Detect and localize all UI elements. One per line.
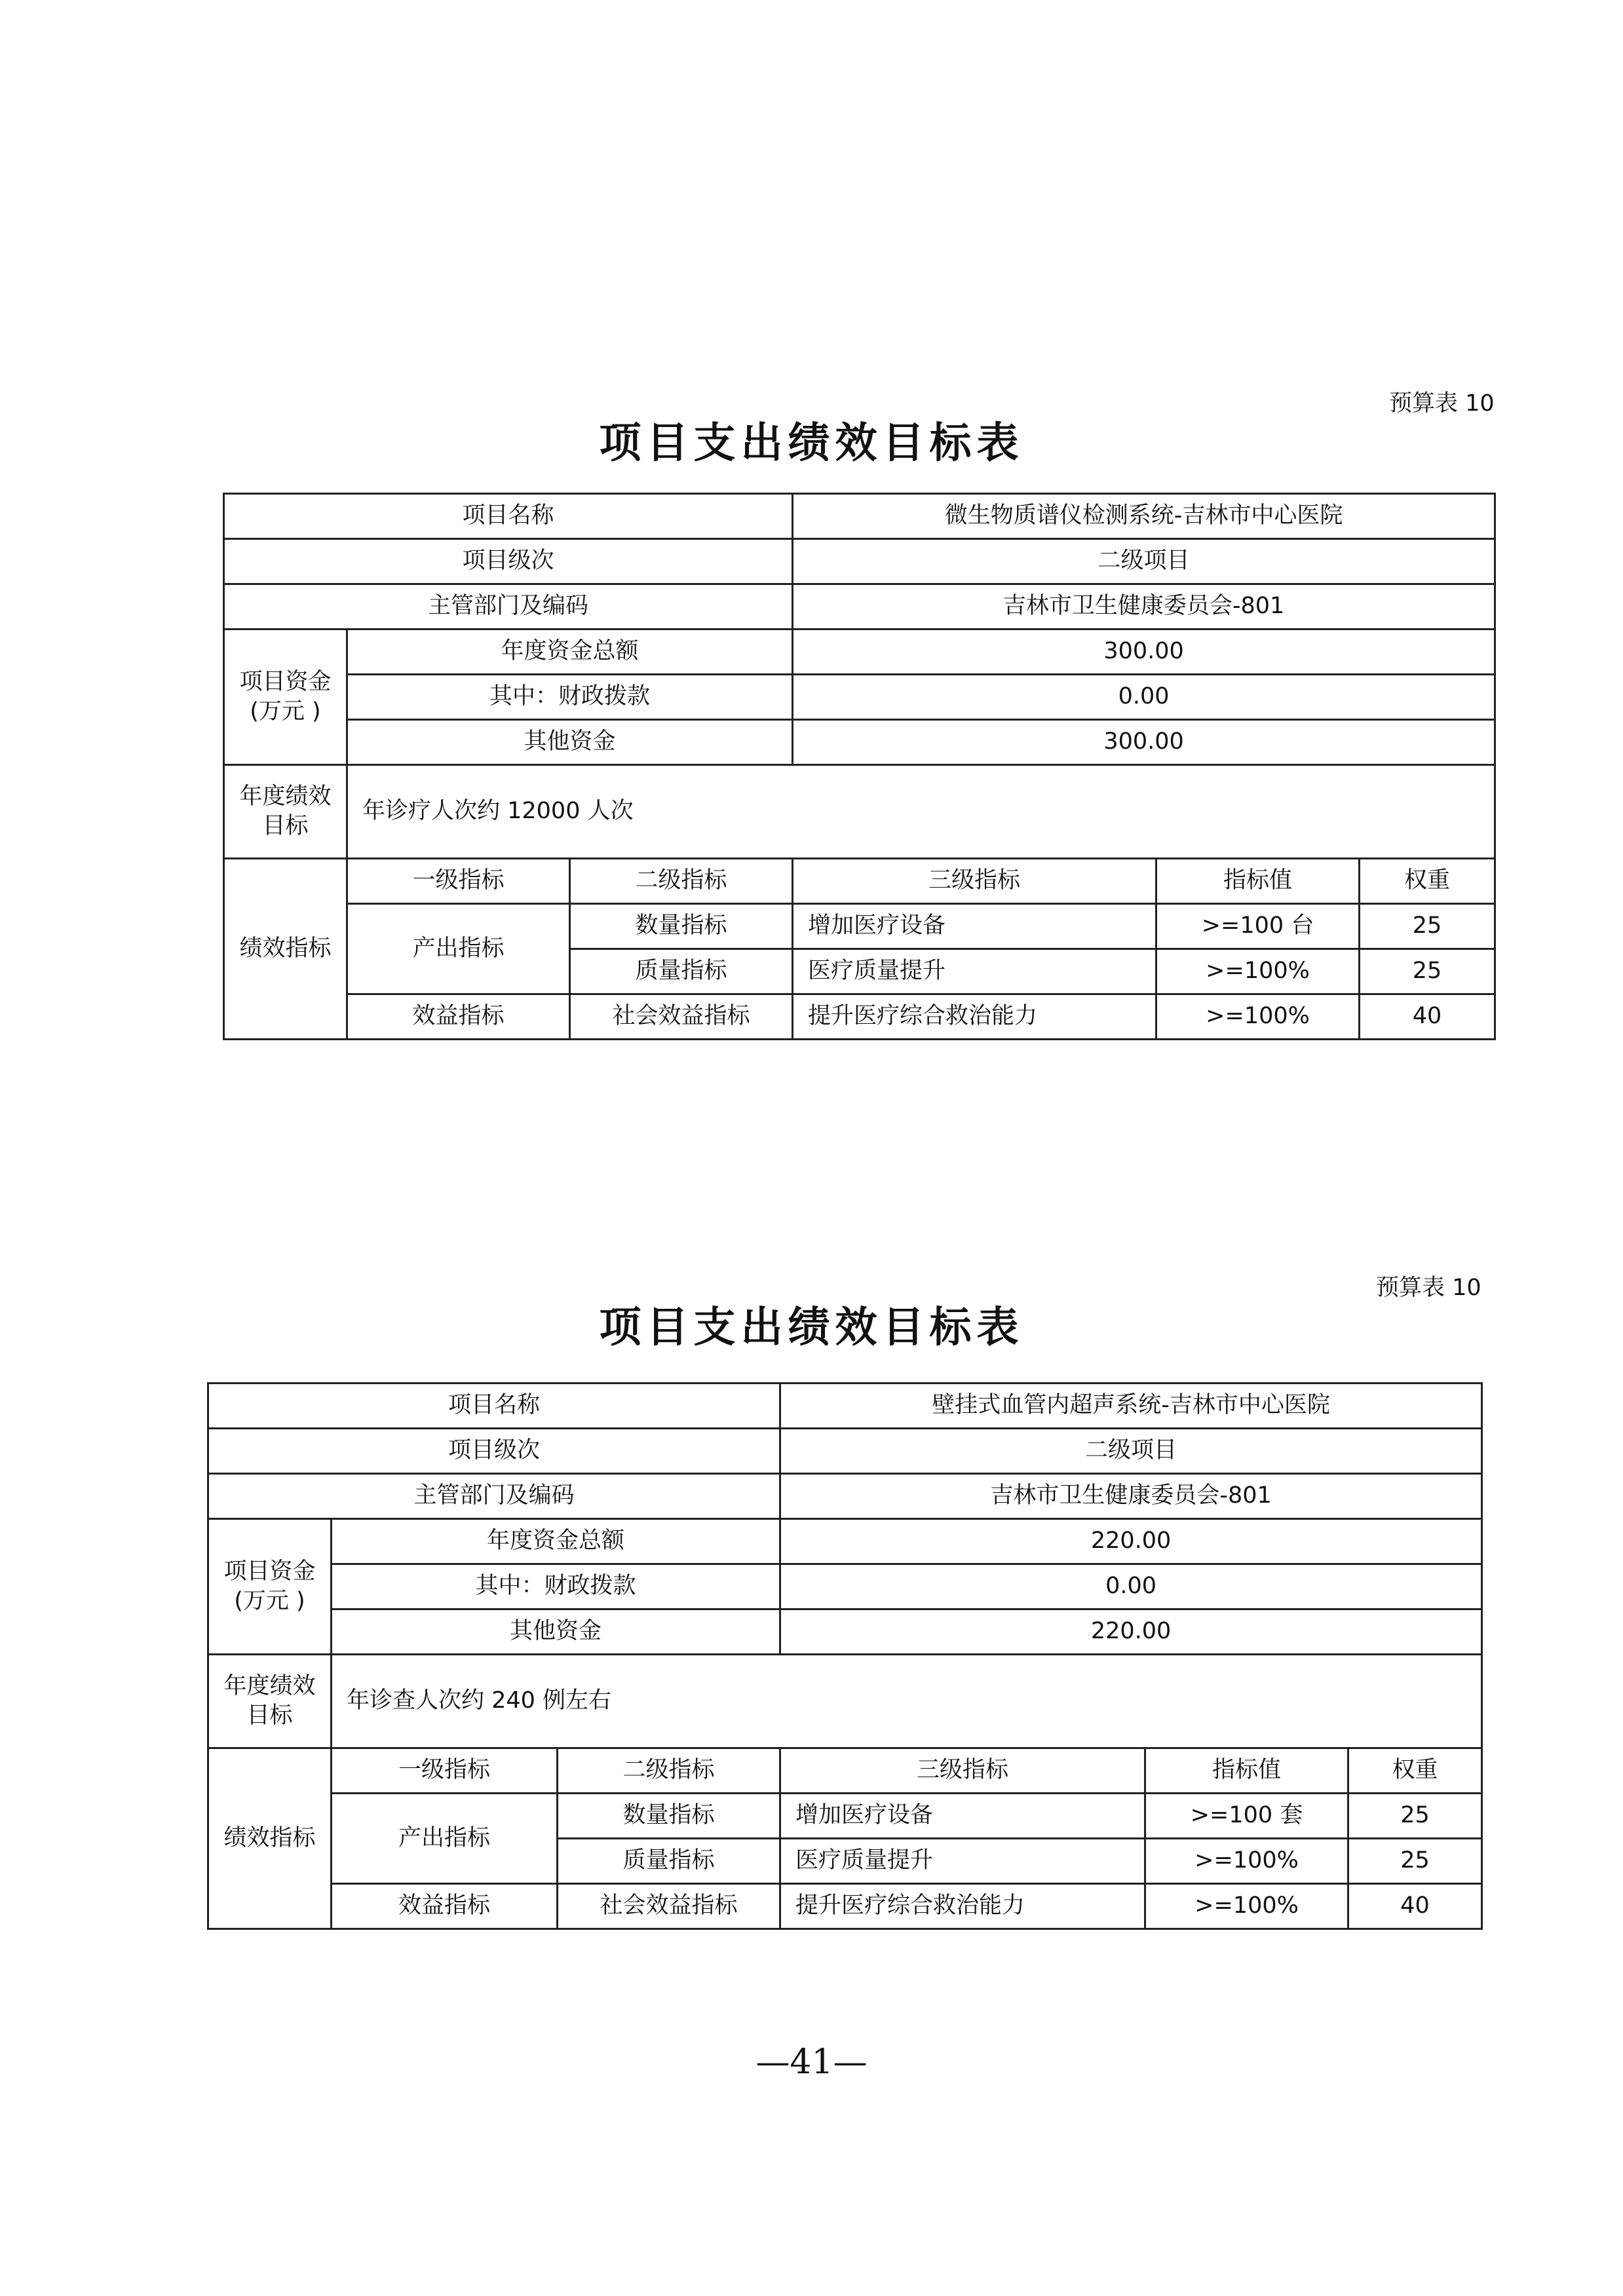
project-name-label: 项目名称 — [224, 494, 793, 539]
table-row — [224, 859, 1495, 904]
dept-value: 吉林市卫生健康委员会-801 — [793, 584, 1495, 630]
value-cell: >=100 台 — [1156, 904, 1360, 949]
level3-cell: 增加医疗设备 — [780, 1794, 1145, 1839]
dept-label: 主管部门及编码 — [208, 1474, 780, 1519]
fiscal-value: 0.00 — [793, 675, 1495, 720]
table-row — [208, 1794, 1482, 1839]
weight-cell: 25 — [1360, 904, 1495, 949]
annual-total-label: 年度资金总额 — [347, 630, 793, 675]
fiscal-label: 其中：财政拨款 — [332, 1564, 780, 1609]
level2-cell: 社会效益指标 — [570, 994, 793, 1040]
level3-cell: 增加医疗设备 — [793, 904, 1156, 949]
header-weight: 权重 — [1348, 1748, 1482, 1794]
project-name-value: 壁挂式血管内超声系统-吉林市中心医院 — [780, 1383, 1482, 1429]
table-row — [208, 1519, 1482, 1564]
fiscal-label: 其中：财政拨款 — [347, 675, 793, 720]
goal-value: 年诊疗人次约 12000 人次 — [347, 765, 1495, 859]
header-level1: 一级指标 — [332, 1748, 558, 1794]
header-weight: 权重 — [1360, 859, 1495, 904]
table-row — [208, 1609, 1482, 1655]
table-row — [224, 539, 1495, 584]
funds-label: 项目资金 (万元 ) — [224, 630, 347, 765]
weight-cell: 40 — [1348, 1884, 1482, 1929]
form-code: 预算表 10 — [1376, 1275, 1481, 1301]
table-row — [224, 904, 1495, 949]
header-level3: 三级指标 — [793, 859, 1156, 904]
level1-output: 产出指标 — [347, 904, 570, 994]
table-row — [208, 1429, 1482, 1474]
level3-cell: 医疗质量提升 — [793, 949, 1156, 994]
table-title: 项目支出绩效目标表 — [599, 1304, 1024, 1352]
table-row — [224, 765, 1495, 859]
project-level-label: 项目级次 — [224, 539, 793, 584]
table-row — [208, 1748, 1482, 1794]
annual-total-label: 年度资金总额 — [332, 1519, 780, 1564]
header-level2: 二级指标 — [570, 859, 793, 904]
weight-cell: 25 — [1348, 1794, 1482, 1839]
level2-cell: 质量指标 — [558, 1839, 780, 1884]
funds-label: 项目资金 (万元 ) — [208, 1519, 332, 1655]
table-row — [224, 720, 1495, 765]
table-row — [224, 494, 1495, 539]
value-cell: >=100% — [1156, 949, 1360, 994]
project-name-value: 微生物质谱仪检测系统-吉林市中心医院 — [793, 494, 1495, 539]
indicators-label: 绩效指标 — [208, 1748, 332, 1929]
annual-total-value: 300.00 — [793, 630, 1495, 675]
project-level-value: 二级项目 — [793, 539, 1495, 584]
value-cell: >=100 套 — [1145, 1794, 1348, 1839]
table-row — [224, 630, 1495, 675]
form-code: 预算表 10 — [1389, 390, 1495, 417]
table-row — [208, 1383, 1482, 1429]
dept-label: 主管部门及编码 — [224, 584, 793, 630]
level3-cell: 提升医疗综合救治能力 — [780, 1884, 1145, 1929]
goal-label: 年度绩效 目标 — [208, 1655, 332, 1748]
indicators-label: 绩效指标 — [224, 859, 347, 1040]
level1-benefit: 效益指标 — [332, 1884, 558, 1929]
goal-value: 年诊查人次约 240 例左右 — [332, 1655, 1482, 1748]
other-funds-value: 300.00 — [793, 720, 1495, 765]
project-level-label: 项目级次 — [208, 1429, 780, 1474]
level3-cell: 提升医疗综合救治能力 — [793, 994, 1156, 1040]
header-value: 指标值 — [1145, 1748, 1348, 1794]
weight-cell: 40 — [1360, 994, 1495, 1040]
performance-table — [207, 1382, 1483, 1930]
level2-cell: 社会效益指标 — [558, 1884, 780, 1929]
annual-total-value: 220.00 — [780, 1519, 1482, 1564]
project-level-value: 二级项目 — [780, 1429, 1482, 1474]
table-row — [208, 1474, 1482, 1519]
project-name-label: 项目名称 — [208, 1383, 780, 1429]
table-row — [208, 1884, 1482, 1929]
value-cell: >=100% — [1145, 1839, 1348, 1884]
header-level3: 三级指标 — [780, 1748, 1145, 1794]
table-row — [208, 1655, 1482, 1748]
weight-cell: 25 — [1348, 1839, 1482, 1884]
table-row — [224, 675, 1495, 720]
level2-cell: 数量指标 — [570, 904, 793, 949]
level3-cell: 医疗质量提升 — [780, 1839, 1145, 1884]
header-level2: 二级指标 — [558, 1748, 780, 1794]
header-level1: 一级指标 — [347, 859, 570, 904]
goal-label: 年度绩效 目标 — [224, 765, 347, 859]
weight-cell: 25 — [1360, 949, 1495, 994]
table-row — [208, 1564, 1482, 1609]
other-funds-value: 220.00 — [780, 1609, 1482, 1655]
level1-benefit: 效益指标 — [347, 994, 570, 1040]
level2-cell: 质量指标 — [570, 949, 793, 994]
page-number: —41— — [755, 2042, 868, 2082]
level1-output: 产出指标 — [332, 1794, 558, 1884]
value-cell: >=100% — [1145, 1884, 1348, 1929]
header-value: 指标值 — [1156, 859, 1360, 904]
dept-value: 吉林市卫生健康委员会-801 — [780, 1474, 1482, 1519]
table-row — [224, 994, 1495, 1040]
table-row — [224, 584, 1495, 630]
table-title: 项目支出绩效目标表 — [599, 419, 1024, 468]
fiscal-value: 0.00 — [780, 1564, 1482, 1609]
performance-table — [223, 493, 1496, 1040]
other-funds-label: 其他资金 — [347, 720, 793, 765]
value-cell: >=100% — [1156, 994, 1360, 1040]
level2-cell: 数量指标 — [558, 1794, 780, 1839]
other-funds-label: 其他资金 — [332, 1609, 780, 1655]
